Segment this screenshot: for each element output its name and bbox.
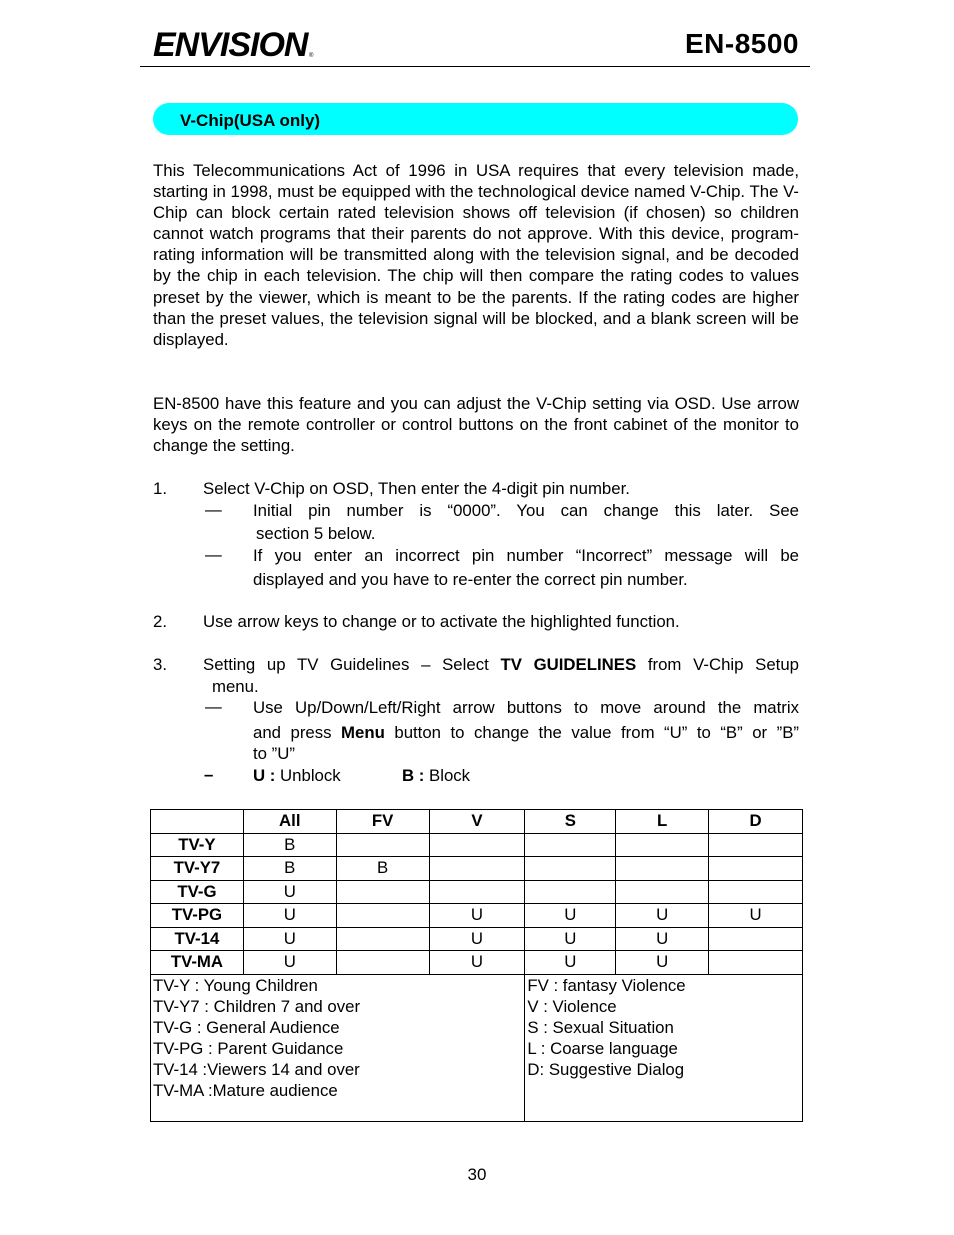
step-3-line-2: menu. [212, 677, 259, 696]
table-cell [336, 927, 429, 951]
table-cell [429, 857, 525, 881]
intro-paragraph: This Telecommunications Act of 1996 in USA requires that every television made, starting in 1998, must be equipped with the technological device named V-Chip. The V-Chip can block certain rated television shows off television (if chosen) so children cannot watch programs that their parents do not approve. With this device, program-rating information will be transmitted along with the television signal, and be decoded by the chip in each television. The chip will then compare the rating codes to values preset by the viewer, which is meant to be the parents. If the rating codes are higher than the preset values, the television signal will be blocked, and a blank screen will be displayed. [153, 161, 799, 349]
table-cell [616, 833, 709, 857]
table-row [151, 904, 803, 928]
table-header-row [151, 810, 803, 834]
table-cell: U [243, 904, 336, 928]
table-header-cell [151, 810, 244, 834]
row-label: TV-MA [151, 951, 244, 975]
table-cell [429, 833, 525, 857]
table-cell [525, 857, 616, 881]
section-title: V-Chip(USA only) [180, 111, 321, 130]
row-label: TV-14 [151, 927, 244, 951]
table-cell [616, 880, 709, 904]
row-label: TV-Y [151, 833, 244, 857]
legend-item: V : Violence [527, 996, 617, 1016]
table-cell [525, 880, 616, 904]
row-label: TV-PG [151, 904, 244, 928]
step-3-number: 3. [153, 655, 167, 674]
step-1-bullet-1-line-1: Initial pin number is “0000”. You can change this later. See [253, 501, 799, 520]
feature-paragraph: EN-8500 have this feature and you can adjust the V-Chip setting via OSD. Use arrow keys on the remote controller or control buttons on the front cabinet of the monitor to change the setting. [153, 394, 799, 456]
table-cell [336, 880, 429, 904]
step-1-bullet-2-dash: — [205, 545, 222, 564]
legend-item: D: Suggestive Dialog [527, 1059, 685, 1079]
legend-item: L : Coarse language [527, 1038, 678, 1058]
table-cell: U [709, 904, 803, 928]
step-3-line-1: Setting up TV Guidelines – Select TV GUIDELINES from V-Chip Setup [203, 655, 800, 674]
table-header-cell: All [243, 810, 336, 834]
page-number: 30 [467, 1165, 487, 1184]
table-row [151, 951, 803, 975]
unblock-legend: U : Unblock [253, 766, 341, 785]
table-header-cell: L [616, 810, 709, 834]
table-cell [336, 833, 429, 857]
table-header-cell: FV [336, 810, 429, 834]
header-rule [140, 66, 810, 67]
table-cell: U [243, 927, 336, 951]
table-row [151, 833, 803, 857]
svg-text:ENVISION: ENVISION [153, 26, 308, 62]
table-cell: U [429, 927, 525, 951]
block-legend: B : Block [402, 766, 471, 785]
step-2-number: 2. [153, 612, 167, 631]
section-banner [153, 103, 798, 135]
row-label: TV-Y7 [151, 857, 244, 881]
legend-item: TV-14 :Viewers 14 and over [153, 1059, 360, 1079]
step-1-bullet-2-line-1: If you enter an incorrect pin number “Incorrect” message will be [253, 546, 799, 565]
step-3-bullet-1-line-3: to ”U” [253, 744, 295, 763]
table-cell [616, 857, 709, 881]
step-3-bullet-2-dash: – [204, 765, 214, 784]
table-cell [709, 927, 803, 951]
step-2-text: Use arrow keys to change or to activate the highlighted function. [203, 612, 680, 631]
table-header-cell: V [429, 810, 525, 834]
legend-row [151, 974, 803, 1121]
table-cell: U [616, 927, 709, 951]
table-row [151, 857, 803, 881]
table-cell: U [525, 951, 616, 975]
table-cell: B [243, 833, 336, 857]
table-cell [709, 880, 803, 904]
table-cell [336, 904, 429, 928]
step-1-bullet-1-dash: — [205, 500, 222, 519]
legend-item: TV-PG : Parent Guidance [153, 1038, 344, 1058]
envision-logo [153, 26, 315, 62]
table-cell [336, 951, 429, 975]
legend-item: TV-MA :Mature audience [153, 1080, 338, 1100]
model-number: EN-8500 [684, 28, 799, 59]
rating-legend [151, 974, 525, 1121]
table-row [151, 880, 803, 904]
table-cell [709, 833, 803, 857]
step-3-bullet-1-line-2: and press Menu button to change the value from “U” to “B” or ”B” [253, 723, 800, 742]
svg-text:®: ® [309, 53, 314, 59]
row-label: TV-G [151, 880, 244, 904]
table-cell: U [243, 880, 336, 904]
step-1-bullet-1-line-2: section 5 below. [256, 524, 376, 543]
table-cell: U [525, 927, 616, 951]
content-legend [525, 974, 803, 1121]
table-cell [709, 951, 803, 975]
table-cell: U [525, 904, 616, 928]
table-cell: B [243, 857, 336, 881]
step-3-bullet-1-line-1: Use Up/Down/Left/Right arrow buttons to move around the matrix [253, 698, 799, 717]
legend-item: TV-G : General Audience [153, 1017, 340, 1037]
table-row [151, 927, 803, 951]
table-header-cell: D [709, 810, 803, 834]
tv-guidelines-table [150, 809, 803, 1122]
table-cell: U [616, 951, 709, 975]
table-cell: U [616, 904, 709, 928]
table-cell: U [429, 951, 525, 975]
step-1-number: 1. [153, 479, 167, 498]
table-cell [525, 833, 616, 857]
table-cell [429, 880, 525, 904]
table-cell: U [243, 951, 336, 975]
table-cell: B [336, 857, 429, 881]
table-cell: U [429, 904, 525, 928]
step-1-bullet-2-line-2: displayed and you have to re-enter the correct pin number. [253, 570, 688, 589]
step-3-bullet-1-dash: — [205, 697, 222, 716]
table-cell [709, 857, 803, 881]
step-1-text: Select V-Chip on OSD, Then enter the 4-digit pin number. [203, 479, 630, 498]
table-header-cell: S [525, 810, 616, 834]
legend-item: TV-Y : Young Children [153, 975, 318, 995]
legend-item: S : Sexual Situation [527, 1017, 674, 1037]
legend-item: TV-Y7 : Children 7 and over [153, 996, 361, 1016]
legend-item: FV : fantasy Violence [527, 975, 686, 995]
